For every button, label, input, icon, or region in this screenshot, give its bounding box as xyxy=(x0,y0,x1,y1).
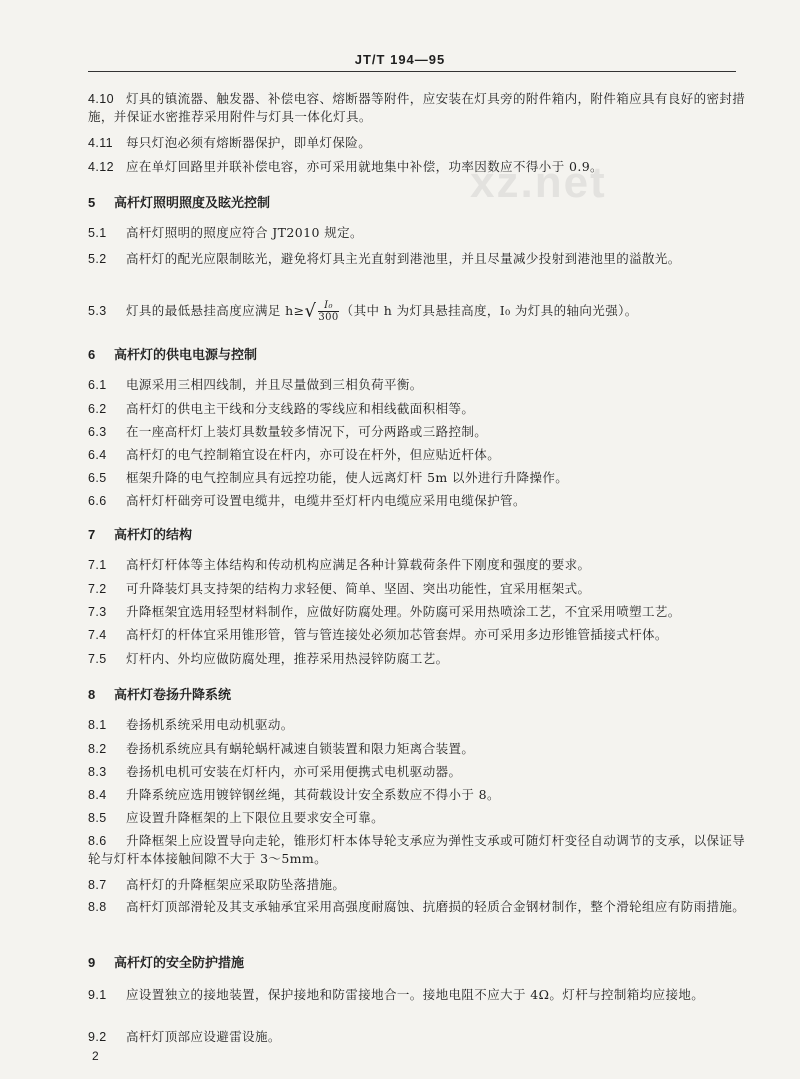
clause-number: 9.1 xyxy=(88,988,107,1002)
clause-number: 8.1 xyxy=(88,718,107,732)
clause-number: 8.7 xyxy=(88,878,107,892)
clause-7-4 xyxy=(88,626,752,644)
clause-5-1 xyxy=(88,224,752,242)
clause-8-2 xyxy=(88,740,752,758)
clause-8-4 xyxy=(88,786,752,804)
section-7-heading xyxy=(88,524,192,543)
clause-text: 高杆灯杆础旁可设置电缆井，电缆井至灯杆内电缆应采用电缆保护管。 xyxy=(126,493,526,508)
section-title: 高杆灯照明照度及眩光控制 xyxy=(114,196,271,211)
section-5-heading xyxy=(88,192,270,211)
fraction-denominator: 300 xyxy=(318,312,339,323)
clause-9-1 xyxy=(88,986,752,1004)
clause-number: 6.3 xyxy=(88,425,107,439)
clause-8-8 xyxy=(88,898,752,916)
clause-text: 在一座高杆灯上装灯具数量较多情况下，可分两路或三路控制。 xyxy=(126,424,488,439)
watermark: xz.net xyxy=(470,158,607,207)
clause-8-1 xyxy=(88,716,752,734)
clause-number: 5.3 xyxy=(88,304,107,318)
clause-6-5 xyxy=(88,469,752,487)
clause-text: 高杆灯杆体等主体结构和传动机构应满足各种计算载荷条件下刚度和强度的要求。 xyxy=(126,557,591,572)
clause-text: 高杆灯的升降框架应采取防坠落措施。 xyxy=(126,877,346,892)
section-9-heading xyxy=(88,952,244,971)
clause-7-5 xyxy=(88,650,752,668)
section-number: 9 xyxy=(88,955,96,970)
sqrt-symbol: √ xyxy=(304,300,317,322)
clause-text: 卷扬机系统采用电动机驱动。 xyxy=(126,717,294,732)
clause-number: 8.8 xyxy=(88,900,107,914)
section-title: 高杆灯的安全防护措施 xyxy=(114,956,245,971)
clause-text: 高杆灯顶部应设避雷设施。 xyxy=(126,1029,281,1044)
section-number: 5 xyxy=(88,195,96,210)
clause-number: 4.12 xyxy=(88,160,114,174)
clause-text: 卷扬机系统应具有蜗轮蜗杆减速自锁装置和限力矩离合装置。 xyxy=(126,741,475,756)
clause-6-4 xyxy=(88,446,752,464)
clause-text: 应设置独立的接地装置，保护接地和防雷接地合一。接地电阻不应大于 4Ω。灯杆与控制箱均应接地。 xyxy=(126,987,705,1002)
clause-number: 6.5 xyxy=(88,471,107,485)
clause-8-5 xyxy=(88,809,752,827)
fraction xyxy=(318,300,338,323)
clause-5-3 xyxy=(88,300,752,323)
clause-number: 8.2 xyxy=(88,742,107,756)
clause-number: 7.1 xyxy=(88,558,107,572)
section-number: 7 xyxy=(88,527,96,542)
clause-number: 9.2 xyxy=(88,1030,107,1044)
clause-text: 升降系统应选用镀锌钢丝绳，其荷载设计安全系数应不得小于 8。 xyxy=(126,787,500,802)
clause-number: 6.6 xyxy=(88,494,107,508)
clause-text: 卷扬机电机可安装在灯杆内，亦可采用便携式电机驱动器。 xyxy=(126,764,462,779)
clause-5-2 xyxy=(88,250,752,268)
header-rule xyxy=(88,71,736,72)
clause-text: 灯具的镇流器、触发器、补偿电容、熔断器等附件，应安装在灯具旁的附件箱内，附件箱应具有良好的密封措施，并保证水密推荐采用附件与灯具一体化灯具。 xyxy=(88,91,746,124)
clause-number: 7.2 xyxy=(88,582,107,596)
clause-text: 电源采用三相四线制，并且尽量做到三相负荷平衡。 xyxy=(126,377,423,392)
clause-text: 灯杆内、外均应做防腐处理，推荐采用热浸锌防腐工艺。 xyxy=(126,651,449,666)
section-6-heading xyxy=(88,344,257,363)
section-title: 高杆灯卷扬升降系统 xyxy=(114,688,232,703)
clause-number: 8.5 xyxy=(88,811,107,825)
clause-text: 升降框架上应设置导向走轮，锥形灯杆本体导轮支承应为弹性支承或可随灯杆变径自动调节的支承，以保证导轮与灯杆本体接触间隙不大于 3～5mm。 xyxy=(88,833,746,866)
clause-number: 4.10 xyxy=(88,92,114,106)
clause-number: 4.11 xyxy=(88,136,114,150)
page-number: 2 xyxy=(92,1049,99,1063)
clause-text: 高杆灯的供电主干线和分支线路的零线应和相线截面积相等。 xyxy=(126,401,475,416)
clause-text-pre: 灯具的最低悬挂高度应满足 h≥ xyxy=(126,303,305,318)
section-title: 高杆灯的结构 xyxy=(114,528,193,543)
clause-8-7 xyxy=(88,876,752,894)
clause-7-3 xyxy=(88,603,752,621)
clause-7-1 xyxy=(88,556,752,574)
clause-4-12 xyxy=(88,158,752,176)
fraction-numerator: I₀ xyxy=(318,300,338,312)
clause-number: 7.4 xyxy=(88,628,107,642)
clause-number: 6.1 xyxy=(88,378,107,392)
clause-text: 高杆灯的电气控制箱宜设在杆内，亦可设在杆外，但应贴近杆体。 xyxy=(126,447,501,462)
clause-text: 应设置升降框架的上下限位且要求安全可靠。 xyxy=(126,810,385,825)
section-number: 6 xyxy=(88,347,96,362)
section-8-heading xyxy=(88,684,231,703)
clause-4-11 xyxy=(88,134,752,152)
clause-text-post: （其中 h 为灯具悬挂高度，I₀ 为灯具的轴向光强）。 xyxy=(340,303,638,318)
clause-text: 每只灯泡必须有熔断器保护，即单灯保险。 xyxy=(126,135,372,150)
clause-text: 框架升降的电气控制应具有远控功能，使人远离灯杆 5m 以外进行升降操作。 xyxy=(126,470,569,485)
clause-8-6 xyxy=(88,832,752,868)
clause-number: 5.2 xyxy=(88,252,107,266)
clause-text: 可升降装灯具支持架的结构力求轻便、简单、坚固、突出功能性，宜采用框架式。 xyxy=(126,581,591,596)
clause-9-2 xyxy=(88,1028,752,1046)
clause-7-2 xyxy=(88,580,752,598)
clause-4-10 xyxy=(88,90,752,126)
clause-text: 应在单灯回路里并联补偿电容，亦可采用就地集中补偿，功率因数应不得小于 0.9。 xyxy=(126,159,603,174)
clause-6-1 xyxy=(88,376,752,394)
clause-text: 高杆灯照明的照度应符合 JT2010 规定。 xyxy=(126,225,363,240)
clause-text: 高杆灯的杆体宜采用锥形管，管与管连接处必须加芯管套焊。亦可采用多边形锥管插接式杆体。 xyxy=(126,627,668,642)
clause-text: 升降框架宜选用轻型材料制作，应做好防腐处理。外防腐可采用热喷涂工艺，不宜采用喷塑工艺。 xyxy=(126,604,681,619)
section-title: 高杆灯的供电电源与控制 xyxy=(114,348,258,363)
clause-number: 7.5 xyxy=(88,652,107,666)
clause-number: 8.3 xyxy=(88,765,107,779)
clause-text: 高杆灯的配光应限制眩光，避免将灯具主光直射到港池里，并且尽量减少投射到港池里的溢散光。 xyxy=(126,251,681,266)
clause-number: 8.6 xyxy=(88,834,107,848)
clause-number: 8.4 xyxy=(88,788,107,802)
clause-6-2 xyxy=(88,400,752,418)
clause-6-6 xyxy=(88,492,752,510)
clause-number: 6.4 xyxy=(88,448,107,462)
clause-6-3 xyxy=(88,423,752,441)
clause-text: 高杆灯顶部滑轮及其支承轴承宜采用高强度耐腐蚀、抗磨损的轻质合金钢材制作，整个滑轮组应有防雨措施。 xyxy=(126,899,746,914)
clause-8-3 xyxy=(88,763,752,781)
standard-code-header: JT/T 194—95 xyxy=(354,52,446,67)
clause-number: 5.1 xyxy=(88,226,107,240)
section-number: 8 xyxy=(88,687,96,702)
clause-number: 7.3 xyxy=(88,605,107,619)
clause-number: 6.2 xyxy=(88,402,107,416)
